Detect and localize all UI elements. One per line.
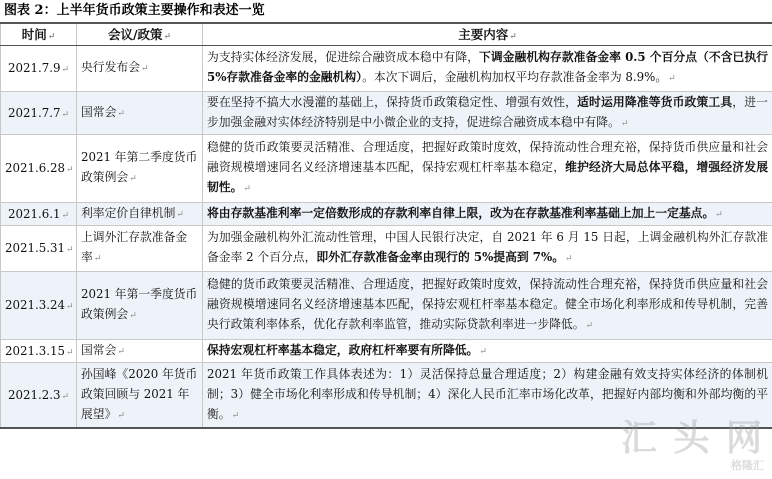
table-row <box>1 91 772 134</box>
row-meeting: 国常会↵ <box>77 339 203 362</box>
row-meeting: 2021 年第二季度货币政策例会↵ <box>77 134 203 202</box>
content-text: 稳健的货币政策要灵活精准、合理适度，把握好政策时度效，保持流动性合理充裕，保持货币供应量和社会融资规模增速同名义经济增速基本匹配，保持宏观杠杆率基本稳定， <box>207 140 768 174</box>
row-date: 2021.3.24↵ <box>1 271 77 339</box>
table-row <box>1 134 772 202</box>
row-meeting: 2021 年第一季度货币政策例会↵ <box>77 271 203 339</box>
row-date: 2021.7.9↵ <box>1 45 77 91</box>
row-content: 稳健的货币政策要灵活精准、合理适度，把握好政策时度效，保持流动性合理充裕，保持货币供应量和社会融资规模增速同名义经济增速基本匹配，保持宏观杠杆率基本稳定，维护经济大局总体平稳，增强经济发展韧性。↵ <box>203 134 772 202</box>
content-text: 为加强金融机构外汇流动性管理，中国人民银行决定，自 2021 年 6 月 15 日起，上调金融机构外汇存款准备金率 2 个百分点， <box>207 230 768 264</box>
row-meeting: 国常会↵ <box>77 91 203 134</box>
row-date: 2021.6.1↵ <box>1 202 77 225</box>
content-emphasis: 维护经济大局总体平稳，增强经济发展韧性。 <box>207 160 768 194</box>
row-content: 稳健的货币政策要灵活精准、合理适度，把握好政策时度效，保持流动性合理充裕，保持货币供应量和社会融资规模增速同名义经济增速基本匹配，保持宏观杠杆率基本稳定。健全市场化利率形成和传导机制，完善央行政策利率体系，优化存款利率监管，推动实际贷款利率进一步降低。↵ <box>203 271 772 339</box>
content-text: 稳健的货币政策要灵活精准、合理适度，把握好政策时度效，保持流动性合理充裕，保持货币供应量和社会融资规模增速同名义经济增速基本匹配，保持宏观杠杆率基本稳定。健全市场化利率形成和传导机制，完善央行政策利率体系，优化存款利率监管，推动实际贷款利率进一步降低。 <box>207 277 768 331</box>
table-header-row <box>1 23 772 45</box>
table-row <box>1 339 772 362</box>
table-row <box>1 225 772 271</box>
content-text: ，进一步加强金融对实体经济特别是中小微企业的支持，促进综合融资成本稳中有降。 <box>207 94 768 129</box>
row-date: 2021.7.7↵ <box>1 91 77 134</box>
table-body <box>1 45 772 428</box>
row-content: 为支持实体经济发展，促进综合融资成本稳中有降，下调金融机构存款准备金率 0.5 个百分点（不含已执行 5%存款准备金率的金融机构）。本次下调后，金融机构加权平均存款准备金率为 8.9%。↵ <box>203 45 772 91</box>
content-emphasis: 即外汇存款准备金率由现行的 5%提高到 7%。 <box>316 250 564 264</box>
watermark-logo: 汇 头 网 格隆汇 <box>620 418 764 472</box>
row-meeting: 央行发布会↵ <box>77 45 203 91</box>
row-content: 2021 年货币政策工作具体表述为：1）灵活保持总量合理适度；2）构建金融有效支持实体经济的体制机制；3）健全市场化利率形成和传导机制；4）深化人民币汇率市场化改革，把握好内部均衡和外部均衡的平衡。↵ <box>203 362 772 428</box>
row-meeting: 上调外汇存款准备金率↵ <box>77 225 203 271</box>
header-content: 主要内容↵ <box>203 23 772 45</box>
header-meeting: 会议/政策↵ <box>77 23 203 45</box>
content-text: 为支持实体经济发展，促进综合融资成本稳中有降， <box>207 50 480 64</box>
content-text: 要在坚持不搞大水漫灌的基础上，保持货币政策稳定性、增强有效性， <box>207 94 578 109</box>
row-date: 2021.5.31↵ <box>1 225 77 271</box>
row-date: 2021.3.15↵ <box>1 339 77 362</box>
row-content: 为加强金融机构外汇流动性管理，中国人民银行决定，自 2021 年 6 月 15 日起，上调金融机构外汇存款准备金率 2 个百分点，即外汇存款准备金率由现行的 5%提高到 7%。↵ <box>203 225 772 271</box>
table-caption: 图表 2：上半年货币政策主要操作和表述一览 <box>4 3 265 18</box>
row-meeting: 孙国峰《2020 年货币政策回顾与 2021 年展望》↵ <box>77 362 203 428</box>
content-text: 2021 年货币政策工作具体表述为：1）灵活保持总量合理适度；2）构建金融有效支持实体经济的体制机制；3）健全市场化利率形成和传导机制；4）深化人民币汇率市场化改革，把握好内部均衡和外部均衡的平衡。 <box>207 366 768 421</box>
row-meeting: 利率定价自律机制↵ <box>77 202 203 225</box>
row-content: 保持宏观杠杆率基本稳定，政府杠杆率要有所降低。↵ <box>203 339 772 362</box>
row-content: 要在坚持不搞大水漫灌的基础上，保持货币政策稳定性、增强有效性，适时运用降准等货币政策工具，进一步加强金融对实体经济特别是中小微企业的支持，促进综合融资成本稳中有降。↵ <box>203 91 772 134</box>
row-date: 2021.2.3↵ <box>1 362 77 428</box>
content-emphasis: 下调金融机构存款准备金率 0.5 个百分点（不含已执行 5%存款准备金率的金融机构） <box>207 50 768 84</box>
content-emphasis: 适时运用降准等货币政策工具 <box>577 94 733 109</box>
header-time: 时间↵ <box>1 23 77 45</box>
content-emphasis: 将由存款基准利率一定倍数形成的存款利率自律上限，改为在存款基准利率基础上加上一定基点。 <box>207 205 715 220</box>
table-row <box>1 362 772 428</box>
content-text: 。本次下调后，金融机构加权平均存款准备金率为 8.9%。 <box>362 70 668 84</box>
table-row <box>1 202 772 225</box>
policy-table <box>0 22 772 429</box>
content-emphasis: 保持宏观杠杆率基本稳定，政府杠杆率要有所降低。 <box>207 342 479 357</box>
table-row <box>1 271 772 339</box>
table-row <box>1 45 772 91</box>
row-date: 2021.6.28↵ <box>1 134 77 202</box>
row-content: 将由存款基准利率一定倍数形成的存款利率自律上限，改为在存款基准利率基础上加上一定基点。↵ <box>203 202 772 225</box>
